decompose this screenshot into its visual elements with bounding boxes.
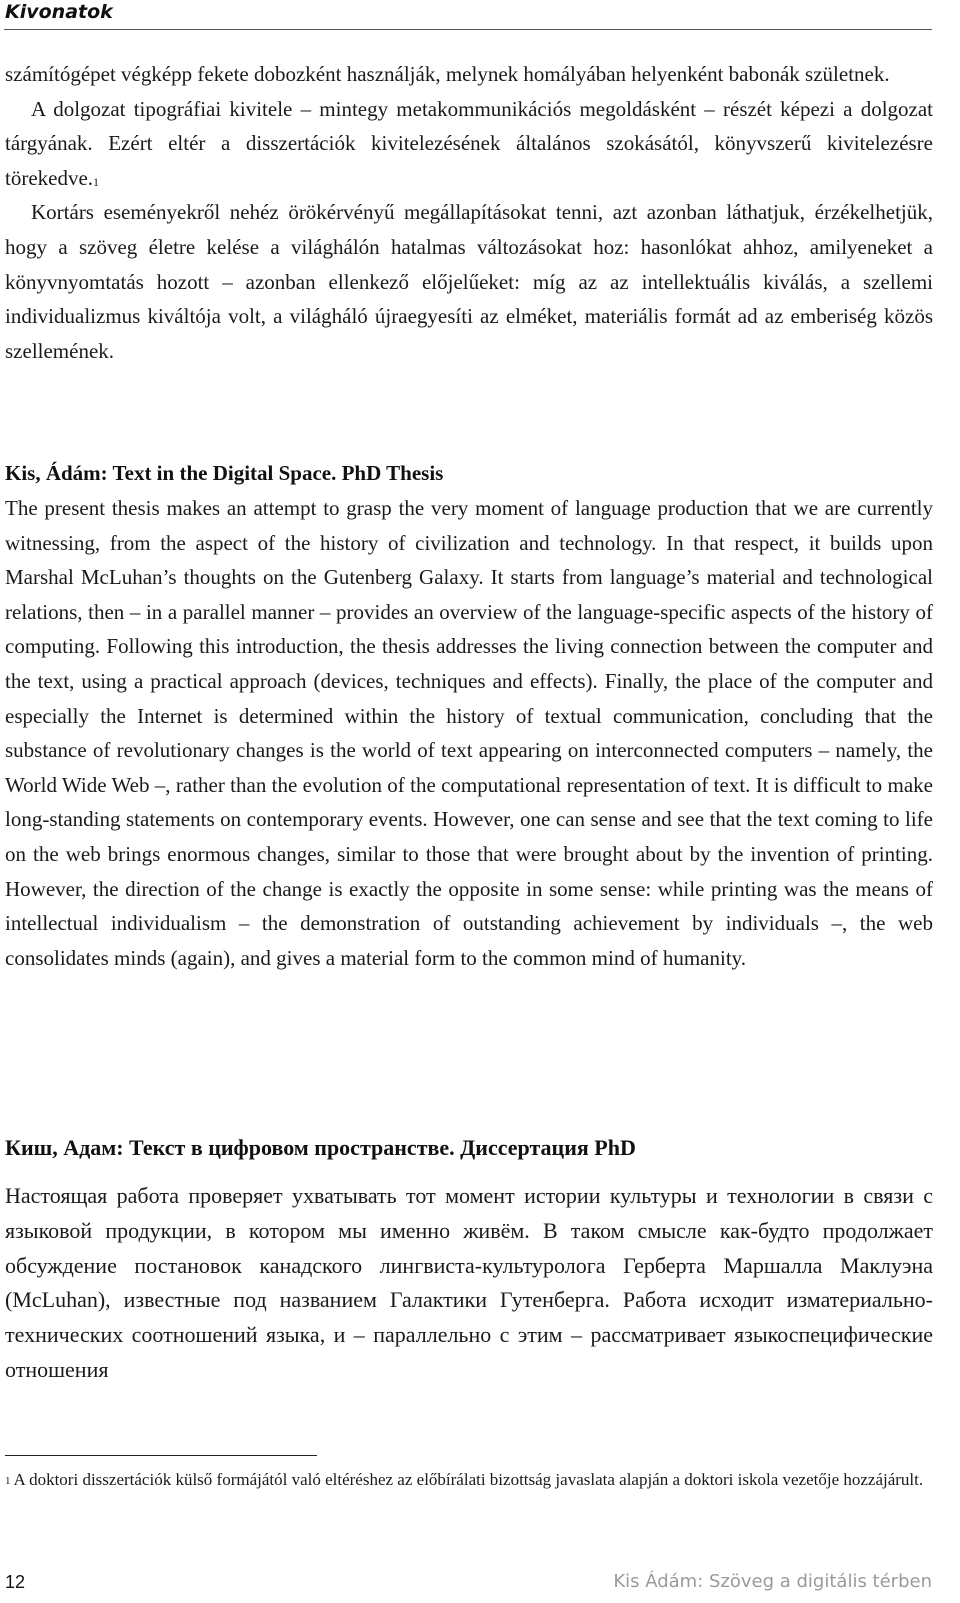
hungarian-paragraph-2-text: A dolgozat tipográfiai kivitele – mintegy metakommunikációs megoldásként – részét képezi a dolgozat tárgyának. Ezért eltér a disszertációk kivitelezésének általános szokásától, könyvszerű kivitelezésre törekedve.: [5, 96, 933, 190]
running-header: Kivonatok: [5, 1, 113, 23]
english-abstract-text: The present thesis makes an attempt to grasp the very moment of language production that we are currently witnessing, from the aspect of the history of civilization and technology. In that respect, it builds upon Marshal McLuhan’s thoughts on the Gutenberg Galaxy. It starts from language’s material and technological relations, then – in a parallel manner – provides an overview of the language-specific aspects of the history of computing. Following this introduction, the thesis addresses the living connection between the computer and the text, using a practical approach (devices, techniques and effects). Finally, the place of the computer and especially the Internet is determined within the history of textual communication, concluding that the substance of revolutionary changes is the world of text appearing on interconnected computers – namely, the World Wide Web –, rather than the evolution of the computational representation of text. It is difficult to make long-standing statements on contemporary events. However, one can sense and see that the text coming to life on the web brings enormous changes, similar to those that were brought about by the invention of printing. However, the direction of the change is exactly the opposite in some sense: while printing was the means of intellectual individualism – the demonstration of outstanding achievement by individuals –, the web consolidates minds (again), and gives a material form to the common mind of humanity.: [5, 496, 933, 970]
header-rule: [4, 29, 932, 30]
running-footer-title: Kis Ádám: Szöveg a digitális térben: [613, 1571, 932, 1592]
hungarian-paragraph-3: Kortárs eseményekről nehéz örökérvényű megállapításokat tenni, azt azonban láthatjuk, érzékelhetjük, hogy a szöveg életre kelése a világhálón hatalmas változásokat hoz: hasonlókat ahhoz, amilyeneket a könyvnyomtatás hozott – azonban ellenkező előjelűeket: míg az az intellektuális kiválás, a szellemi individualizmus kiváltója volt, a világháló újraegyesíti az elméket, materiális formát ad az emberiség közös szellemének.: [5, 200, 933, 363]
footnote-rule: [5, 1455, 317, 1456]
english-title-main: Kis, Ádám: Text in the Digital Space.: [5, 461, 337, 485]
hungarian-paragraph-1: számítógépet végképp fekete dobozként használják, melynek homályában helyenként babonák születnek.: [5, 62, 890, 86]
english-abstract: [5, 491, 933, 975]
hungarian-paragraph-2: [5, 92, 933, 196]
russian-title: Киш, Адам: Текст в цифровом пространстве. Диссертация PhD: [5, 1135, 636, 1160]
russian-abstract-text: Настоящая работа проверяет ухватывать тот момент истории культуры и технологии в связи с языковой продукции, в котором мы именно живём. В таком смысле как-будто продолжает обсуждение постановок канадского лингвиста-культуролога Герберта Маршалла Маклуэна (McLuhan), известные под названием Галактики Гутенберга. Работа исходит изматериально-технических соотношений языка, и – параллельно с этим – рассматривает языкоспецифические отношения: [5, 1183, 933, 1382]
english-title: [5, 458, 443, 488]
footnote-text: A doktori disszertációk külső formájától való eltéréshez az előbírálati bizottság javaslata alapján a doktori iskola vezetője hozzájárult.: [13, 1470, 924, 1489]
footnote-reference[interactable]: 1: [93, 174, 100, 189]
footnote: [5, 1466, 933, 1493]
english-title-suffix: PhD Thesis: [341, 461, 444, 485]
page-number: 12: [5, 1572, 26, 1592]
footnote-mark: 1: [5, 1475, 11, 1487]
hungarian-abstract: [5, 57, 933, 368]
russian-abstract: [5, 1179, 933, 1388]
